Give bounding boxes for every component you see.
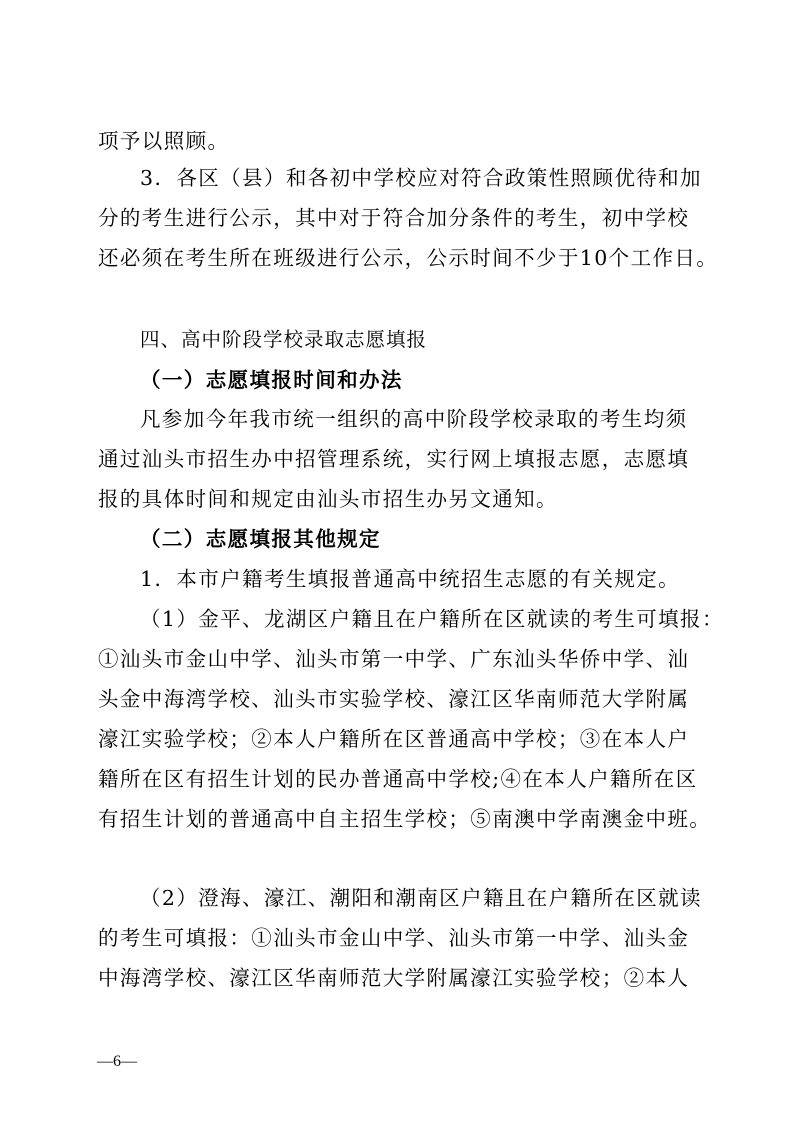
text-line: 通过汕头市招生办中招管理系统，实行网上填报志愿，志愿填 [98,447,690,471]
page-number: —6— [97,1053,137,1070]
text-line: 有招生计划的普通高中自主招生学校；⑤南澳中学南澳金中班。 [98,807,712,831]
text-line-subitem-1: （1）金平、龙湖区户籍且在户籍所在区就读的考生可填报： [140,607,724,631]
text-line: 中海湾学校、濠江区华南师范大学附属濠江实验学校；②本人 [98,966,690,990]
text-line: ①汕头市金山中学、汕头市第一中学、广东汕头华侨中学、汕 [98,647,690,671]
text-line: 还必须在考生所在班级进行公示，公示时间不少于10个工作日。 [98,246,719,270]
text-line-subitem-2: （2）澄海、濠江、潮阳和潮南区户籍且在户籍所在区就读 [140,886,702,910]
text-line-continuation: 项予以照顾。 [98,129,230,153]
text-line: 籍所在区有招生计划的民办普通高中学校;④在本人户籍所在区 [98,767,698,791]
text-line: 濠江实验学校；②本人户籍所在区普通高中学校；③在本人户 [98,727,690,751]
text-line: 的考生可填报：①汕头市金山中学、汕头市第一中学、汕头金 [98,926,690,950]
text-line: 报的具体时间和规定由汕头市招生办另文通知。 [98,487,558,511]
text-line-item-3: 3．各区（县）和各初中学校应对符合政策性照顾优待和加 [140,166,702,190]
text-line-paragraph-start: 凡参加今年我市统一组织的高中阶段学校录取的考生均须 [140,407,688,431]
subsection-heading-1: （一）志愿填报时间和办法 [140,368,403,392]
text-line-item-1: 1．本市户籍考生填报普通高中统招生志愿的有关规定。 [140,567,681,591]
section-heading-4: 四、高中阶段学校录取志愿填报 [140,328,428,351]
text-line: 头金中海湾学校、汕头市实验学校、濠江区华南师范大学附属 [98,687,690,711]
text-line: 分的考生进行公示，其中对于符合加分条件的考生，初中学校 [98,206,690,230]
subsection-heading-2: （二）志愿填报其他规定 [140,527,381,551]
